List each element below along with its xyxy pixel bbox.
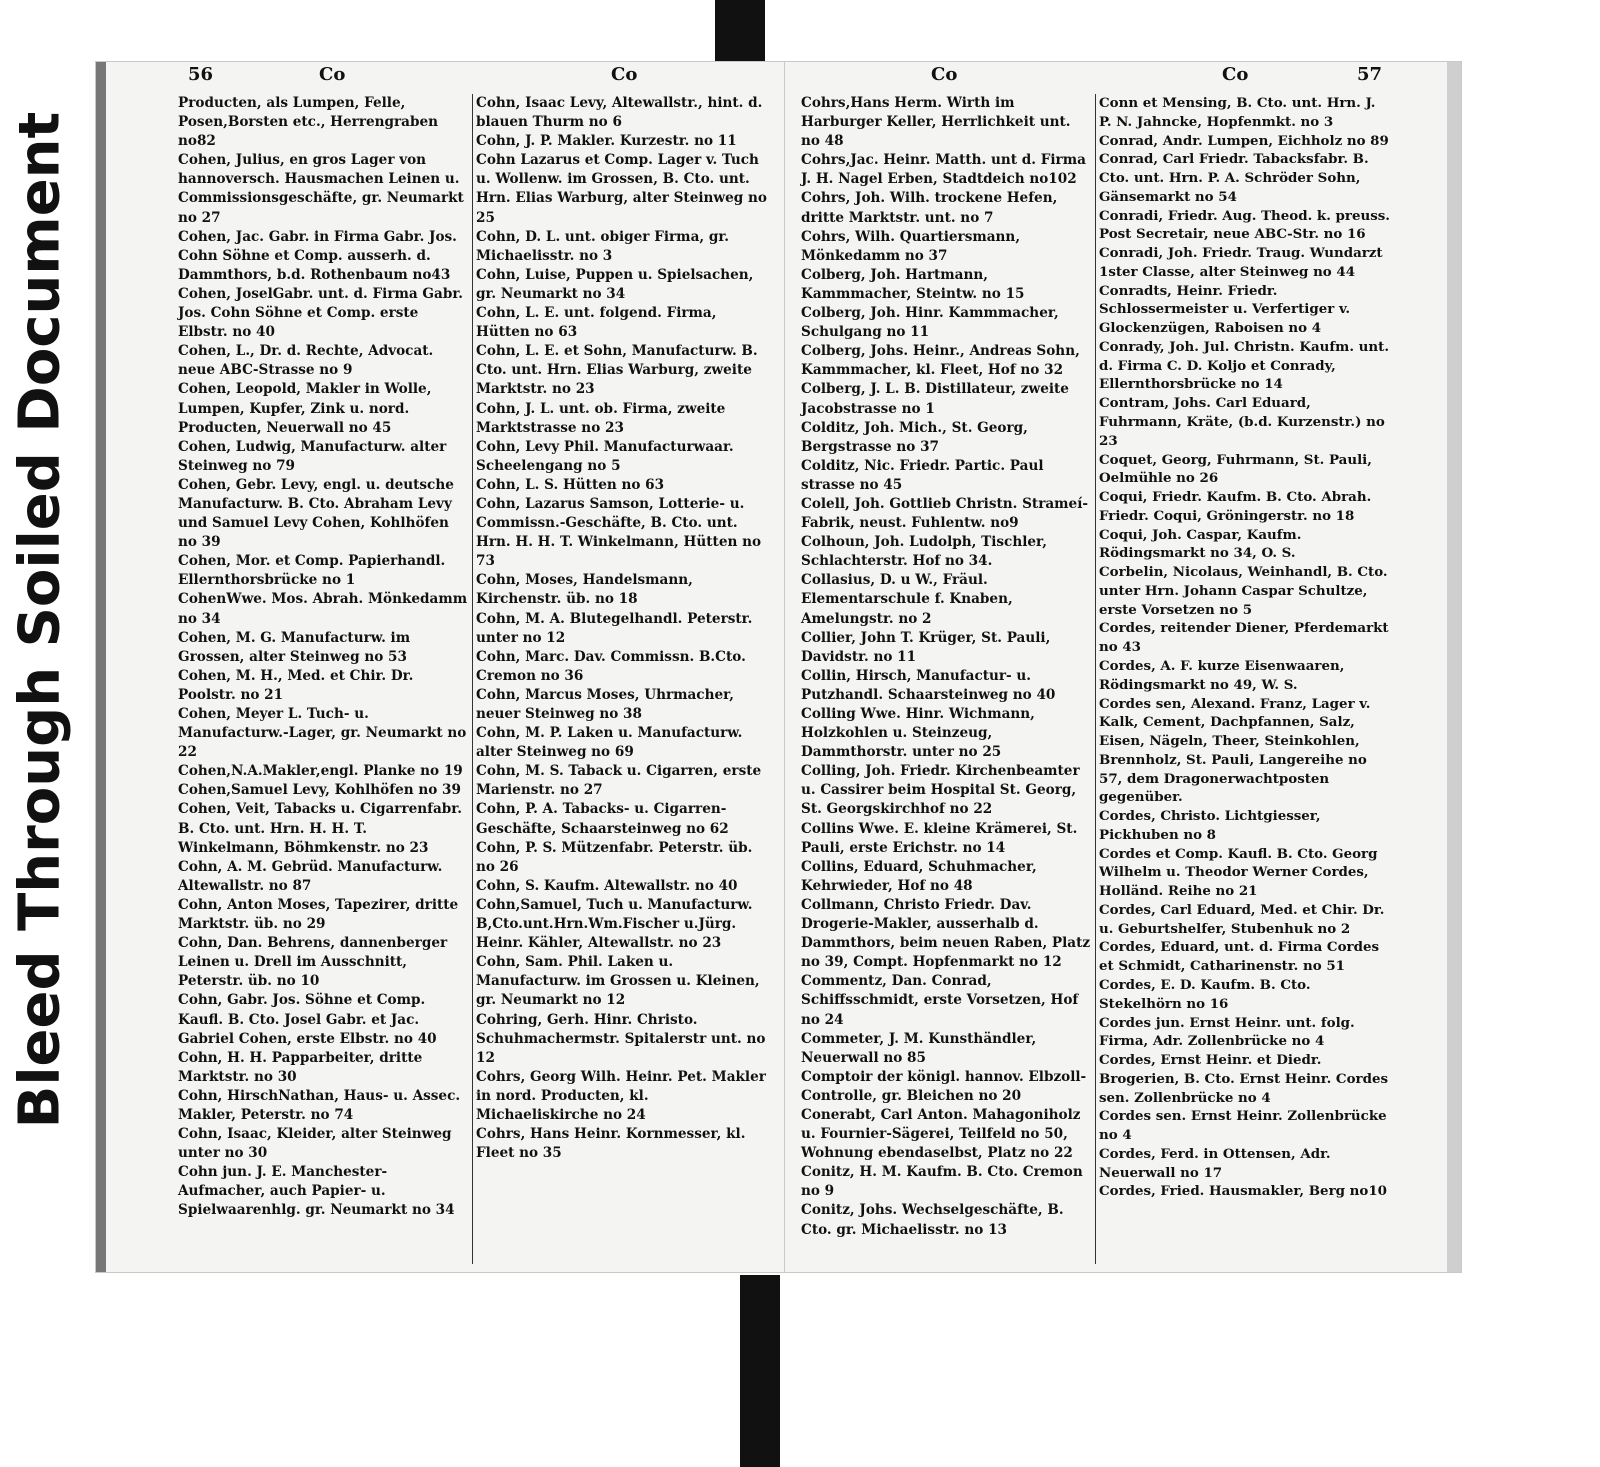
- directory-entry: Cohen, Ludwig, Manufacturw. alter Steinweg no 79: [178, 438, 447, 474]
- directory-entry: Conn et Mensing, B. Cto. unt. Hrn. J. P. N. Jahncke, Hopfenmkt. no 3: [1099, 95, 1376, 130]
- directory-entry: Cohn, J. P. Makler. Kurzestr. no 11: [476, 133, 737, 150]
- directory-entry: Conerabt, Carl Anton. Mahagoniholz u. Fournier-Sägerei, Teilfeld no 50, Wohnung ebendaselbst, Platz no 22: [801, 1106, 1081, 1162]
- directory-entry: Cohn, Lazarus Samson, Lotterie- u. Commissn.-Geschäfte, B. Cto. unt. Hrn. H. H. T. Winkelmann, Hütten no 73: [476, 495, 762, 570]
- directory-entry: Cordes, Christo. Lichtgiesser, Pickhuben no 8: [1099, 808, 1321, 843]
- directory-entry: Cohn, D. L. unt. obiger Firma, gr. Michaelisstr. no 3: [476, 228, 729, 264]
- directory-entry: Colberg, Joh. Hinr. Kammmacher, Schulgang no 11: [801, 305, 1059, 341]
- directory-entry: Cohen, Jac. Gabr. in Firma Gabr. Jos. Cohn Söhne et Comp. ausserh. d. Dammthors, b.d. Rothenbaum no43: [178, 228, 457, 283]
- directory-entry: Cohen, Veit, Tabacks u. Cigarrenfabr. B. Cto. unt. Hrn. H. H. T. Winkelmann, Böhmkenstr. no 23: [178, 801, 462, 856]
- column-divider: [472, 94, 473, 1264]
- directory-entry: Cordes, Fried. Hausmakler, Berg no10: [1099, 1183, 1387, 1200]
- directory-entry: Conradts, Heinr. Friedr. Schlossermeister u. Verfertiger v. Glockenzügen, Raboisen no 4: [1099, 282, 1351, 337]
- directory-entry: Contram, Johs. Carl Eduard, Fuhrmann, Kräte, (b.d. Kurzenstr.) no 23: [1099, 395, 1385, 449]
- directory-entry: Cohrs, Hans Heinr. Kornmesser, kl. Fleet no 35: [476, 1126, 746, 1162]
- directory-entry: Colditz, Joh. Mich., St. Georg, Bergstrasse no 37: [801, 419, 1028, 455]
- directory-entry: Conradi, Friedr. Aug. Theod. k. preuss. Post Secretair, neue ABC-Str. no 16: [1099, 207, 1390, 243]
- directory-entry: Conrad, Carl Friedr. Tabacksfabr. B. Cto. unt. Hrn. P. A. Schröder Sohn, Gänsemarkt no 54: [1099, 151, 1369, 205]
- directory-entry: Cohen, M. H., Med. et Chir. Dr. Poolstr. no 21: [178, 667, 414, 703]
- directory-entry: Cohn, Levy Phil. Manufacturwaar. Scheelengang no 5: [476, 438, 734, 474]
- directory-entry: Colhoun, Joh. Ludolph, Tischler, Schlachterstr. Hof no 34.: [801, 534, 1047, 570]
- directory-entry: Cohn, Anton Moses, Tapezirer, dritte Marktstr. üb. no 29: [178, 896, 459, 933]
- directory-entry: Cohn, Moses, Handelsmann, Kirchenstr. üb. no 18: [476, 572, 693, 608]
- directory-entry: Cordes, E. D. Kaufm. B. Cto. Stekelhörn no 16: [1099, 976, 1311, 1012]
- directory-entry: Cohn, Isaac, Kleider, alter Steinweg unter no 30: [178, 1126, 452, 1162]
- directory-entry: Cohn, Luise, Puppen u. Spielsachen, gr. Neumarkt no 34: [476, 266, 754, 302]
- directory-entry: Cordes, reitender Diener, Pferdemarkt no 43: [1099, 620, 1389, 656]
- directory-entry: Cordes et Comp. Kaufl. B. Cto. Georg Wilhelm u. Theodor Werner Cordes, Holländ. Reihe no 21: [1099, 845, 1378, 900]
- directory-entry: Comptoir der königl. hannov. Elbzoll-Controlle, gr. Bleichen no 20: [801, 1068, 1087, 1104]
- directory-entry: Cohn,Samuel, Tuch u. Manufacturw. B,Cto.unt.Hrn.Wm.Fischer u.Jürg. Heinr. Kähler, Altewallstr. no 23: [476, 896, 753, 952]
- directory-entry: Colell, Joh. Gottlieb Christn. Strameí-Fabrik, neust. Fuhlentw. no9: [801, 495, 1089, 532]
- right-page-header: [785, 64, 1447, 90]
- directory-entry: Cohn, M. S. Taback u. Cigarren, erste Marienstr. no 27: [476, 763, 762, 799]
- column-header: Co: [611, 64, 638, 85]
- directory-entry: Cohen, M. G. Manufacturw. im Grossen, alter Steinweg no 53: [178, 629, 411, 665]
- directory-entry: Cohn, Gabr. Jos. Söhne et Comp. Kaufl. B. Cto. Josel Gabr. et Jac. Gabriel Cohen, erste Elbstr. no 40: [178, 992, 437, 1047]
- directory-entry: Collier, John T. Krüger, St. Pauli, Davidstr. no 11: [801, 629, 1051, 665]
- directory-entry: Cohen, JoselGabr. unt. d. Firma Gabr. Jos. Cohn Söhne et Comp. erste Elbstr. no 40: [178, 285, 463, 341]
- directory-entry: Cohen,N.A.Makler,engl. Planke no 19: [178, 763, 463, 780]
- directory-entry: Colberg, Joh. Hartmann, Kammmacher, Steintw. no 15: [801, 266, 1025, 302]
- directory-entry: Cordes, A. F. kurze Eisenwaaren, Rödingsmarkt no 49, W. S.: [1099, 657, 1345, 693]
- directory-entry: Cohn, Isaac Levy, Altewallstr., hint. d. blauen Thurm no 6: [476, 95, 763, 131]
- directory-entry: Colling Wwe. Hinr. Wichmann, Holzkohlen u. Steinzeug, Dammthorstr. unter no 25: [801, 706, 1035, 761]
- side-label: [0, 111, 80, 1129]
- directory-entry: Cordes, Carl Eduard, Med. et Chir. Dr. u. Geburtshelfer, Stubenhuk no 2: [1099, 901, 1385, 937]
- directory-entry: Conradi, Joh. Friedr. Traug. Wundarzt 1ster Classe, alter Steinweg no 44: [1099, 245, 1383, 280]
- directory-entry: Cohen, Leopold, Makler in Wolle, Lumpen, Kupfer, Zink u. nord. Producten, Neuerwall no 45: [178, 381, 432, 436]
- left-page-header: [106, 64, 786, 90]
- directory-entry: Conrady, Joh. Jul. Christn. Kaufm. unt. d. Firma C. D. Koljo et Conrady, Ellernthorsbrücke no 14: [1099, 338, 1389, 393]
- right-page: [785, 62, 1461, 1272]
- directory-entry: Coquet, Georg, Fuhrmann, St. Pauli, Oelmühle no 26: [1099, 451, 1372, 487]
- left-page: [96, 62, 786, 1272]
- directory-entry: Cohn, L. E. unt. folgend. Firma, Hütten no 63: [476, 305, 717, 341]
- directory-entry: Collins Wwe. E. kleine Krämerei, St. Pauli, erste Erichstr. no 14: [801, 820, 1078, 856]
- directory-entry: Cohrs,Hans Herm. Wirth im Harburger Keller, Herrlichkeit unt. no 48: [801, 95, 1071, 150]
- directory-entry: Cordes sen, Alexand. Franz, Lager v. Kalk, Cement, Dachpfannen, Salz, Eisen, Nägeln, Theer, Steinkohlen, Brennholz, St. Pauli, Langereihe no 57, dem Dragonerwachtposten gegenüber.: [1099, 695, 1371, 806]
- directory-entry: CohenWwe. Mos. Abrah. Mönkedamm no 34: [178, 591, 468, 627]
- directory-entry: Cohn, L. S. Hütten no 63: [476, 476, 665, 493]
- directory-entry: Colberg, J. L. B. Distillateur, zweite Jacobstrasse no 1: [801, 381, 1069, 417]
- directory-entry: Cohn, M. A. Blutegelhandl. Peterstr. unter no 12: [476, 610, 753, 646]
- directory-entry: Cohrs,Jac. Heinr. Matth. unt d. Firma J. H. Nagel Erben, Stadtdeich no102: [801, 152, 1086, 188]
- directory-entry: Cohn, Dan. Behrens, dannenberger Leinen u. Drell im Ausschnitt, Peterstr. üb. no 10: [178, 935, 448, 990]
- directory-entry: Cordes sen. Ernst Heinr. Zollenbrücke no 4: [1099, 1108, 1387, 1144]
- directory-entry: Conitz, H. M. Kaufm. B. Cto. Cremon no 9: [801, 1164, 1083, 1200]
- directory-entry: Colling, Joh. Friedr. Kirchenbeamter u. Cassirer beim Hospital St. Georg, St. Georgskirchhof no 22: [801, 763, 1080, 818]
- directory-entry: Cohn, Marcus Moses, Uhrmacher, neuer Steinweg no 38: [476, 686, 735, 722]
- directory-entry: Cohrs, Joh. Wilh. trockene Hefen, dritte Marktstr. unt. no 7: [801, 190, 1058, 226]
- directory-entry: Coqui, Friedr. Kaufm. B. Cto. Abrah. Friedr. Coqui, Gröningerstr. no 18: [1099, 489, 1372, 524]
- column-header: Co: [319, 64, 346, 85]
- directory-entry: Commeter, J. M. Kunsthändler, Neuerwall no 85: [801, 1030, 1037, 1066]
- page-number: 56: [188, 64, 214, 85]
- directory-entry: Cohn, P. S. Mützenfabr. Peterstr. üb. no 26: [476, 839, 753, 875]
- directory-entry: Conitz, Johs. Wechselgeschäfte, B. Cto. gr. Michaelisstr. no 13: [801, 1202, 1064, 1238]
- directory-entry: Cordes jun. Ernst Heinr. unt. folg. Firma, Adr. Zollenbrücke no 4: [1099, 1014, 1355, 1050]
- directory-entry: Cordes, Eduard, unt. d. Firma Cordes et Schmidt, Catharinenstr. no 51: [1099, 939, 1380, 975]
- directory-entry: Cohring, Gerh. Hinr. Christo. Schuhmachermstr. Spitalerstr unt. no 12: [476, 1011, 766, 1066]
- directory-entry: Cohn, H. H. Papparbeiter, dritte Marktstr. no 30: [178, 1049, 423, 1085]
- column-header: Co: [931, 64, 958, 85]
- left-page-column-1: [178, 94, 470, 1221]
- directory-entry: Cohrs, Georg Wilh. Heinr. Pet. Makler in nord. Producten, kl. Michaeliskirche no 24: [476, 1068, 766, 1123]
- directory-entry: Cohn jun. J. E. Manchester-Aufmacher, auch Papier- u. Spielwaarenhlg. gr. Neumarkt no 34: [178, 1164, 455, 1219]
- directory-entry: Collasius, D. u W., Fräul. Elementarschule f. Knaben, Amelungstr. no 2: [801, 572, 1013, 627]
- directory-entry: Colberg, Johs. Heinr., Andreas Sohn, Kammmacher, kl. Fleet, Hof no 32: [801, 343, 1080, 379]
- directory-entry: Cordes, Ernst Heinr. et Diedr. Brogerien, B. Cto. Ernst Heinr. Cordes sen. Zollenbrücke no 4: [1099, 1052, 1389, 1106]
- directory-entry: Cohen, Mor. et Comp. Papierhandl. Ellernthorsbrücke no 1: [178, 553, 446, 589]
- directory-entry: Commentz, Dan. Conrad, Schiffsschmidt, erste Vorsetzen, Hof no 24: [801, 973, 1079, 1028]
- directory-entry: Collins, Eduard, Schuhmacher, Kehrwieder, Hof no 48: [801, 858, 1037, 894]
- spine-bottom: [740, 1275, 780, 1467]
- directory-entry: Producten, als Lumpen, Felle, Posen,Borsten etc., Herrengraben no82: [178, 95, 439, 150]
- side-label-text: Bleed Through Soiled Document: [7, 111, 73, 1129]
- directory-entry: Cohen, L., Dr. d. Rechte, Advocat. neue ABC-Strasse no 9: [178, 343, 434, 379]
- directory-entry: Cohn, A. M. Gebrüd. Manufacturw. Altewallstr. no 87: [178, 858, 443, 894]
- directory-entry: Corbelin, Nicolaus, Weinhandl, B. Cto. unter Hrn. Johann Caspar Schultze, erste Vorsetzen no 5: [1099, 564, 1388, 618]
- directory-entry: Collin, Hirsch, Manufactur- u. Putzhandl. Schaarsteinweg no 40: [801, 667, 1056, 703]
- directory-entry: Cohn, L. E. et Sohn, Manufacturw. B. Cto. unt. Hrn. Elias Warburg, zweite Marktstr. no 23: [476, 343, 758, 398]
- directory-entry: Colditz, Nic. Friedr. Partic. Paul strasse no 45: [801, 457, 1044, 493]
- directory-entry: Cohn Lazarus et Comp. Lager v. Tuch u. Wollenw. im Grossen, B. Cto. unt. Hrn. Elias Warburg, alter Steinweg no 25: [476, 152, 767, 226]
- directory-entry: Conrad, Andr. Lumpen, Eichholz no 89: [1099, 132, 1389, 149]
- directory-entry: Cohn, P. A. Tabacks- u. Cigarren-Geschäfte, Schaarsteinweg no 62: [476, 801, 729, 837]
- directory-entry: Cohrs, Wilh. Quartiersmann, Mönkedamm no 37: [801, 228, 1021, 264]
- directory-entry: Cohn, S. Kaufm. Altewallstr. no 40: [476, 877, 738, 894]
- directory-entry: Cordes, Ferd. in Ottensen, Adr. Neuerwall no 17: [1099, 1145, 1331, 1181]
- spine-top: [715, 0, 765, 62]
- directory-entry: Cohen,Samuel Levy, Kohlhöfen no 39: [178, 782, 461, 799]
- directory-entry: Cohn, M. P. Laken u. Manufacturw. alter Steinweg no 69: [476, 725, 743, 761]
- column-divider: [1095, 94, 1096, 1264]
- directory-entry: Cohn, Marc. Dav. Commissn. B.Cto. Cremon no 36: [476, 648, 746, 684]
- directory-entry: Cohen, Julius, en gros Lager von hannoversch. Hausmachen Leinen u. Commissionsgeschäfte, gr. Neumarkt no 27: [178, 152, 464, 226]
- directory-entry: Cohen, Gebr. Levy, engl. u. deutsche Manufacturw. B. Cto. Abraham Levy und Samuel Levy Cohen, Kohlhöfen no 39: [178, 476, 454, 551]
- directory-entry: Cohen, Meyer L. Tuch- u. Manufacturw.-Lager, gr. Neumarkt no 22: [178, 706, 467, 761]
- column-header: Co: [1222, 64, 1249, 85]
- directory-entry: Cohn, J. L. unt. ob. Firma, zweite Marktstrasse no 23: [476, 400, 726, 436]
- right-page-column-2: [1099, 94, 1391, 1201]
- directory-entry: Cohn, Sam. Phil. Laken u. Manufacturw. im Grossen u. Kleinen, gr. Neumarkt no 12: [476, 954, 760, 1009]
- page-number: 57: [1357, 64, 1383, 85]
- directory-entry: Coqui, Joh. Caspar, Kaufm. Rödingsmarkt no 34, O. S.: [1099, 526, 1302, 562]
- directory-entry: Collmann, Christo Friedr. Dav. Drogerie-Makler, ausserhalb d. Dammthors, beim neuen Raben, Platz no 39, Compt. Hopfenmarkt no 12: [801, 896, 1091, 971]
- right-page-column-1: [801, 94, 1093, 1240]
- left-page-column-2: [476, 94, 768, 1163]
- directory-entry: Cohn, HirschNathan, Haus- u. Assec. Makler, Peterstr. no 74: [178, 1087, 461, 1123]
